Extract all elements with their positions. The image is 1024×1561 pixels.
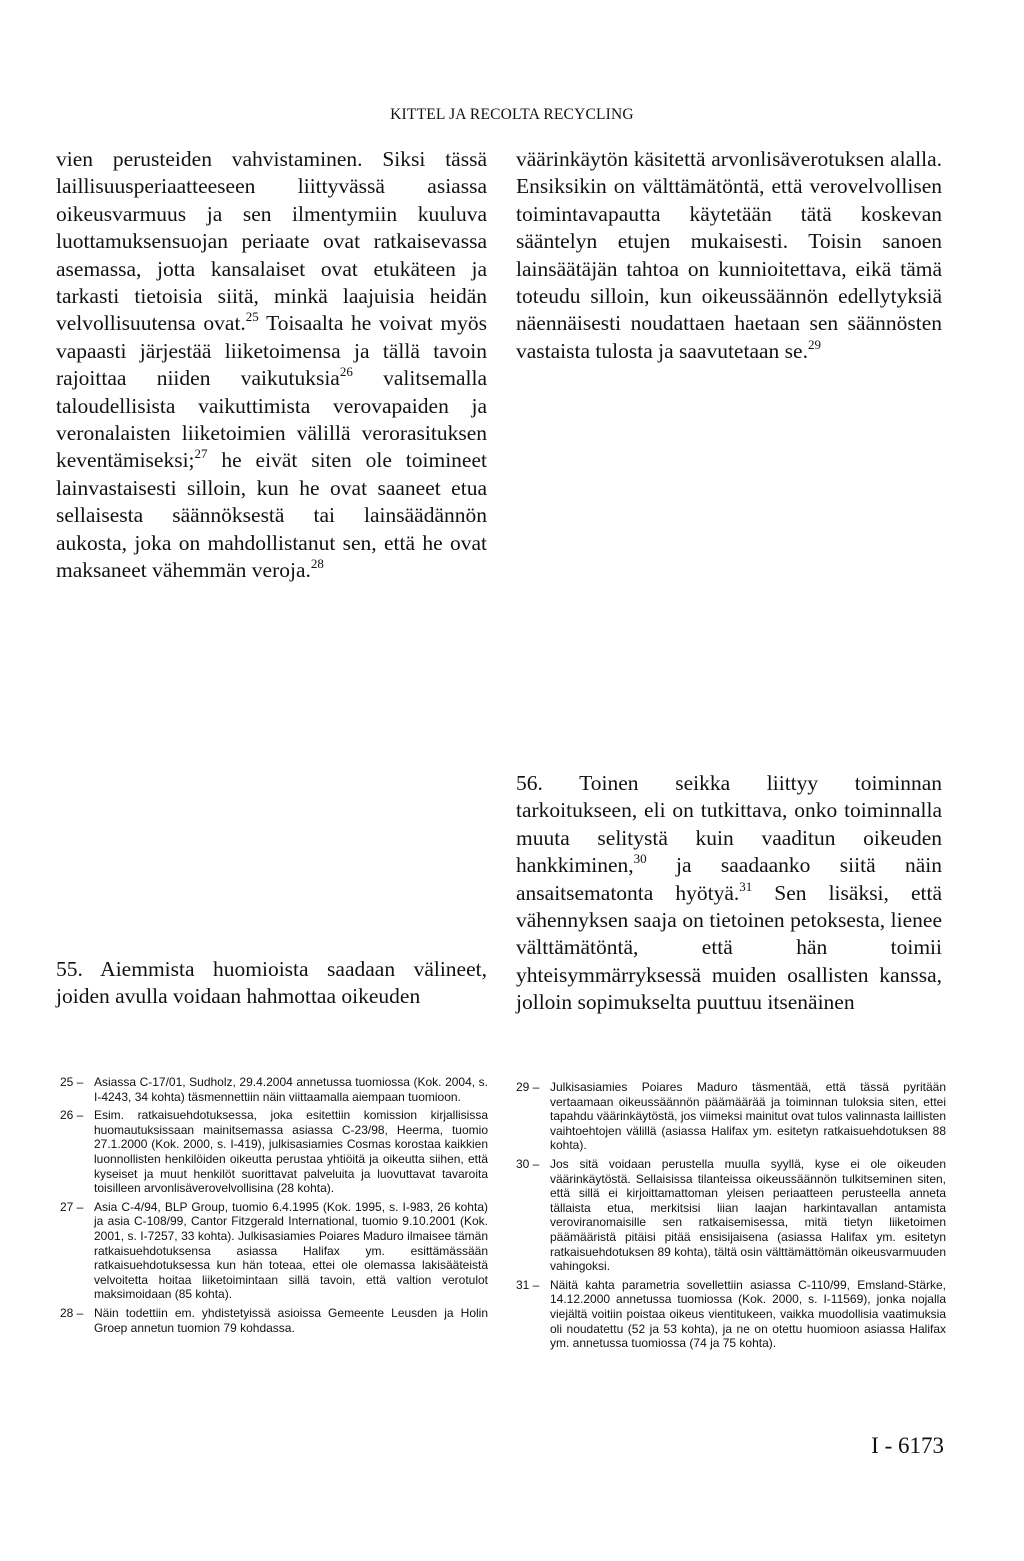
footnote-ref-29[interactable]: 29 <box>807 336 821 352</box>
left-column-text <box>56 146 487 585</box>
footnotes-left <box>60 1075 488 1339</box>
text-segment: he eivät siten ole toimineet lainvastaisesti silloin, kun he ovat saaneet etua sellaisesta säännöksestä tai lainsäädännön aukosta, joka on mahdollistanut sen, että he ovat maksaneet vähemmän veroja. <box>56 448 487 583</box>
footnote-number: 28 – <box>60 1305 84 1320</box>
text-segment: väärinkäytön käsitettä arvonlisäverotuksen alalla. Ensiksikin on välttämätöntä, että verovelvollisen toimintavapautta käytetään tätä koskevan sääntelyn etujen mukaisesti. Toisin sanoen lainsäätäjän tahtoa on kunnioitettava, eikä tämä toteudu silloin, kun oikeussäännön edellytyksiä näennäisesti noudattaen haetaan sen säännösten vastaista tulosta ja saavutetaan se. <box>516 147 942 363</box>
footnote-number: 27 – <box>60 1199 84 1214</box>
paragraph-continued-right <box>516 146 942 365</box>
text-segment: valitsemalla taloudellisista vaikuttimista verovapaiden ja veronalaisten liiketoimien välillä verorasituksen keventämiseksi; <box>56 366 487 473</box>
footnote-text: Asia C-4/94, BLP Group, tuomio 6.4.1995 (Kok. 1995, s. I-983, 26 kohta) ja asia C-108/99, Cantor Fitzgerald International, tuomio 9.10.2001 (Kok. 2001, s. I-7257, 33 kohta). Julkisasiamies Poiares Maduro ilmaisee tämän ratkaisuehdotuksensa asiassa Halifax ym. esittämässään ratkaisuehdotuksessa kun hän toteaa, ettei ole olemassa lakisääteistä velvoitetta hoitaa liiketoimintaan sillä tavoin, että valtion verotulot maksimoidaan (85 kohta). <box>94 1199 488 1302</box>
footnote-number: 26 – <box>60 1108 84 1123</box>
footnote-27 <box>60 1200 488 1302</box>
footnote-ref-30[interactable]: 30 <box>633 851 647 867</box>
footnote-26 <box>60 1108 488 1196</box>
footnote-number: 31 – <box>516 1277 540 1292</box>
footnote-ref-28[interactable]: 28 <box>310 556 324 572</box>
footnote-25 <box>60 1075 488 1104</box>
footnote-text: Jos sitä voidaan perustella muulla syyllä, kyse ei ole oikeuden väärinkäytöstä. Sellaisissa tilanteissa oikeussäännön tulkitseminen siten, että sillä ei kirjoittamattoman yleisen periaatteen perusteella anneta tällaista etua, merkitsisi liian laajan harkintavallan antamista veroviranomaisille sen ratkaisemisessa, mitä tietyn liiketoimen päämääristä pitäisi pitää ensisijaisena (asiassa Halifax ym. esitetyn ratkaisuehdotuksen 89 kohta), tältä osin välttämättömän oikeusvarmuuden vahingoksi. <box>550 1156 946 1274</box>
section-55-text: 55. Aiemmista huomioista saadaan välineet, joiden avulla voidaan hahmottaa oikeuden <box>56 957 487 1009</box>
text-segment: vien perusteiden vahvistaminen. Siksi tässä laillisuusperiaatteeseen liittyvässä asiassa oikeusvarmuus ja sen ilmentymiin kuuluva luottamuksensuojan periaate ovat ratkaisevassa asemassa, jotta kansalaiset ovat etukäteen ja tarkasti tietoisia siitä, minkä laajuisia heidän velvollisuutensa ovat. <box>56 147 487 336</box>
footnote-text: Asiassa C-17/01, Sudholz, 29.4.2004 annetussa tuomiossa (Kok. 2004, s. I-4243, 34 kohta) täsmennettiin näin viittaamalla aiempaan tuomioon. <box>94 1075 488 1104</box>
text-segment: Sen lisäksi, että vähennyksen saaja on tietoinen petoksesta, lienee välttämätöntä, että hän toimii yhteisymmärryksessä muiden osallisten kanssa, jolloin sopimukselta puuttuu itsenäinen <box>516 880 942 1015</box>
footnote-text: Esim. ratkaisuehdotuksessa, joka esitettiin komission kirjallisissa huomautuksissaan mainitsemassa asiassa C-23/98, Heerma, tuomio 27.1.2000 (Kok. 2000, s. I-419), julkisasiamies Cosmas korostaa kaikkien luonnollisten henkilöiden oikeutta perustaa yhtiöitä ja oikeutta siihen, että kyseiset ja muut henkilöt suorittavat palveluita ja luovuttavat tavaroita toisilleen arvonlisäverovelvollisina (28 kohta). <box>94 1108 488 1196</box>
footnote-text: Näitä kahta parametria sovellettiin asiassa C-110/99, Emsland-Stärke, 14.12.2000 annetussa tuomiossa (Kok. 2000, s. I-11569), jonka nojalla viejältä voitiin poistaa oikeus vientitukeen, vaikka muodollisia vaatimuksia oli noudatettu (52 ja 53 kohta), ja ne on otettu huomioon asiassa Halifax ym. annetussa tuomiossa (74 ja 75 kohta). <box>550 1277 946 1351</box>
section-56-text <box>516 770 942 1017</box>
footnote-ref-26[interactable]: 26 <box>339 364 353 380</box>
footnote-ref-31[interactable]: 31 <box>739 878 753 894</box>
footnote-28 <box>60 1306 488 1335</box>
footnote-31 <box>516 1278 946 1351</box>
footnote-30 <box>516 1157 946 1274</box>
footnote-text: Näin todettiin em. yhdistetyissä asioissa Gemeente Leusden ja Holin Groep annetun tuomion 79 kohdassa. <box>94 1305 488 1335</box>
footnote-text: Julkisasiamies Poiares Maduro täsmentää, että tässä pyritään vertaamaan oikeussäännön päämäärää ja toiminnan tuloksia siten, ettei tapahdu väärinkäytöstä, jos viimeksi mainitut ovat tulos valinnasta laillisten vaihtoehtojen välillä (asiassa Halifax ym. esitetyn ratkaisuehdotuksen 88 kohta). <box>550 1080 946 1153</box>
text-segment: ja saadaanko siitä näin ansaitsematonta hyötyä. <box>516 853 942 905</box>
section-56 <box>516 770 942 1017</box>
footnote-ref-25[interactable]: 25 <box>245 309 259 325</box>
footnote-number: 30 – <box>516 1156 540 1171</box>
paragraph-continued-left <box>56 146 487 585</box>
footnote-number: 25 – <box>60 1075 84 1089</box>
footnote-ref-27[interactable]: 27 <box>194 446 208 462</box>
footnote-number: 29 – <box>516 1080 540 1094</box>
footnotes-right <box>516 1080 946 1355</box>
running-header: KITTEL JA RECOLTA RECYCLING <box>390 106 634 123</box>
section-55 <box>56 956 487 1011</box>
footnote-29 <box>516 1080 946 1153</box>
text-segment: 56. Toinen seikka liittyy toiminnan tarkoitukseen, eli on tutkittava, onko toiminnalla muuta selitystä kuin vaaditun oikeuden hankkiminen, <box>516 771 942 878</box>
right-column-text <box>516 146 942 365</box>
page-number: I - 6173 <box>871 1433 944 1458</box>
text-segment: Toisaalta he voivat myös vapaasti järjestää liiketoimensa ja tällä tavoin rajoittaa niiden vaikutuksia <box>56 311 488 391</box>
